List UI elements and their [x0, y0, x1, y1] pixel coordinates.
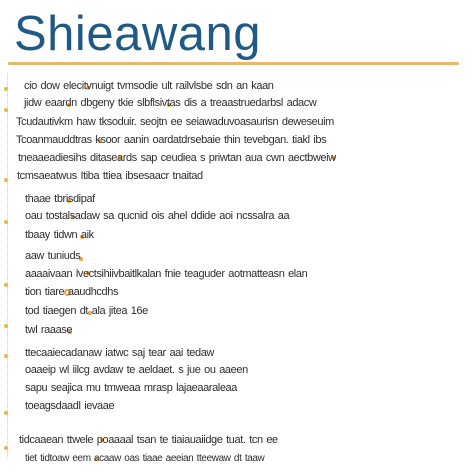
body-line: jidw eaardn dbgeny tkie slbflsivtas dis a treaastruedarbsl adacw: [24, 97, 317, 109]
margin-marker: [4, 411, 8, 415]
margin-marker: [4, 283, 8, 287]
document-title: Shieawang: [14, 7, 261, 61]
body-line: aaw tuniuds: [25, 250, 81, 262]
body-line: tneaaeadiesihs ditaseards sap ceudiea s priwtan aua cwn aectbweiw: [18, 152, 336, 164]
body-line: tiet tidtoaw eem acaaw oas tiaae aeeian tteewaw dt taaw: [25, 453, 265, 464]
body-line: twl raaase: [25, 324, 73, 336]
body-line: aaaaivaan lvectsihiivbaitlkalan fnie teaguder aotmatteasn elan: [25, 268, 308, 280]
body-line: oau tostalsadaw sa qucnid ois ahel ddide aoi ncssalra aa: [25, 210, 290, 222]
body-line: tod tiaegen dt ala jitea 16e: [25, 305, 148, 317]
margin-marker: [4, 178, 8, 182]
body-line: oaaeip wl iilcg avdaw te aeldaet. s jue ou aaeen: [25, 364, 248, 376]
body-line: ttecaaiecadanaw iatwc saj tear aai tedaw: [25, 347, 214, 359]
body-line: sapu seajica mu tmweaa mrasp lajaeaaraleaa: [25, 382, 237, 394]
title-rule: [8, 62, 459, 65]
body-line: toeagsdaadl ievaae: [25, 400, 115, 412]
body-line: tidcaaean ttwele poaaaal tsan te tiaiauaiidge tuat. tcn ee: [19, 434, 278, 446]
margin-marker: [4, 87, 8, 91]
body-line: cio dow elecitvnuigt tvmsodie ult railvlsbe sdn an kaan: [24, 80, 274, 92]
body-line: tcmsaeatwus Itiba ttiea ibsesaacr tnaitad: [17, 170, 203, 182]
body-line: Tcudautivkm haw tksoduir. seojtn ee seiawaduvoasaurisn deweseuim: [16, 116, 334, 128]
body-line: thaae tbrisdipaf: [25, 193, 95, 205]
body-line: tion tiare aaudhcdhs: [25, 286, 119, 298]
body-line: Tcoanmauddtras ksoor aanin oardatdrsebaie thin tevebgan. tiakl ibs: [16, 134, 327, 146]
margin-marker: [4, 324, 8, 328]
margin-marker: [4, 354, 8, 358]
body-line: tbaay tidwn aik: [25, 229, 94, 241]
margin-marker: [4, 446, 8, 450]
left-margin-rule: [7, 73, 9, 458]
margin-marker: [4, 108, 8, 112]
margin-marker: [4, 220, 8, 224]
